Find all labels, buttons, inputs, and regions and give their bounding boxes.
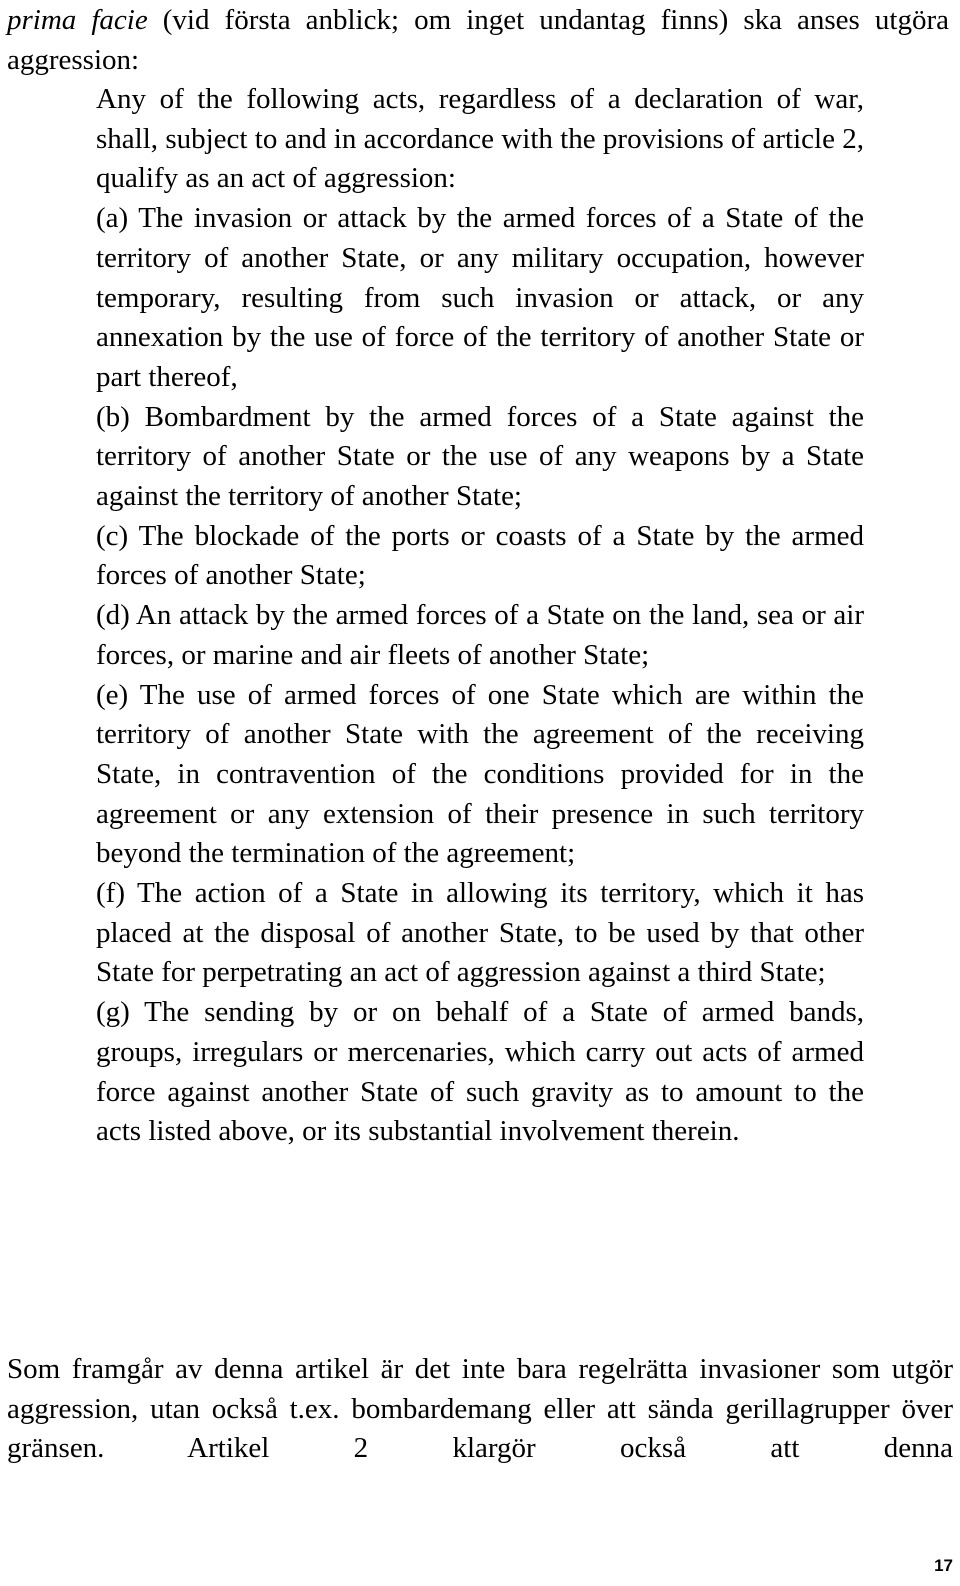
intro-paragraph xyxy=(7,1,949,80)
quote-lead: Any of the following acts, regardless of a declaration of war, shall, subject to and in accordance with the provisions of article 2, qualify as an act of aggression: xyxy=(96,83,864,195)
quote-item-g: (g) The sending by or on behalf of a State of armed bands, groups, irregulars or mercenaries, which carry out acts of armed force against another State of such gravity as to amount to the acts listed above, or its substantial involvement therein. xyxy=(96,996,864,1148)
quote-item-d: (d) An attack by the armed forces of a State on the land, sea or air forces, or marine and air fleets of another State; xyxy=(96,599,864,671)
quote-item-b: (b) Bombardment by the armed forces of a State against the territory of another State or the use of any weapons by a State against the territory of another State; xyxy=(96,400,864,513)
quote-item-a: (a) The invasion or attack by the armed forces of a State of the territory of another State, or any military occupation, however temporary, resulting from such invasion or attack, or any annexation by the use of force of the territory of another State or part thereof, xyxy=(96,202,864,393)
quote-item-c: (c) The blockade of the ports or coasts of a State by the armed forces of another State; xyxy=(96,519,864,592)
quote-item-e: (e) The use of armed forces of one State which are within the territory of another State with the agreement of the receiving State, in contravention of the conditions provided for in the agreement or any extension of their presence in such territory beyond the termination of the agreement; xyxy=(96,678,864,870)
intro-term: prima facie xyxy=(7,4,148,36)
conclusion-paragraph: Som framgår av denna artikel är det inte bara regelrätta invasioner som utgör aggression, utan också t.ex. bombardemang eller att sända gerillagrupper över gränsen. Artikel 2 klargör också att denna xyxy=(7,1353,953,1465)
intro-text: (vid första anblick; om inget undantag finns) ska anses utgöra aggression: xyxy=(7,4,949,76)
page-number: 17 xyxy=(934,1556,953,1575)
definition-quote xyxy=(96,80,864,1152)
quote-item-f: (f) The action of a State in allowing its territory, which it has placed at the disposal of another State, to be used by that other State for perpetrating an act of aggression against a third State; xyxy=(96,877,864,989)
